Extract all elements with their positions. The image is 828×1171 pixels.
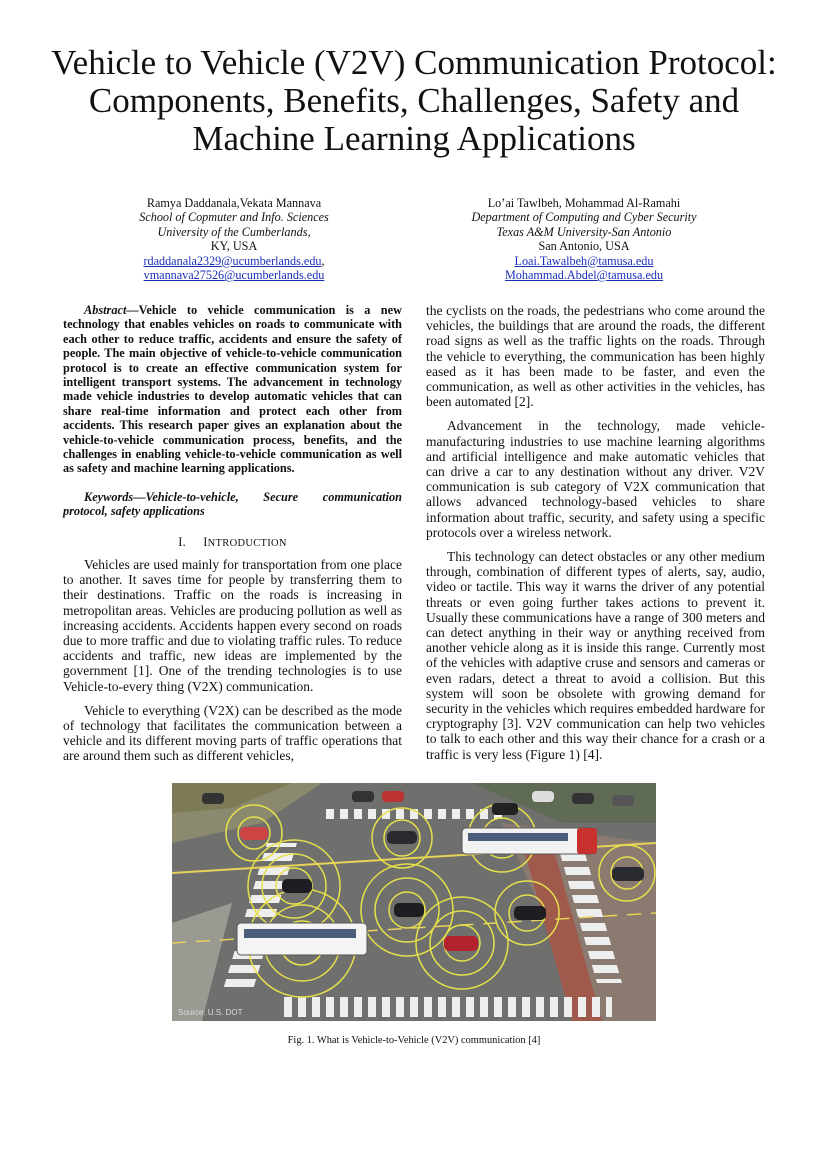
paper-title: Vehicle to Vehicle (V2V) Communication Protocol: Components, Benefits, Challenges, Safety and Machine Learning Applications <box>51 43 777 158</box>
figure-caption: Fig. 1. What is Vehicle-to-Vehicle (V2V) communication [4] <box>287 1035 541 1046</box>
section-title-initial: I <box>203 534 208 549</box>
author-organization: University of the Cumberlands, <box>157 224 311 239</box>
car-red <box>444 936 478 951</box>
section-title-rest: NTRODUCTION <box>207 537 287 549</box>
abstract-text: Vehicle to vehicle communication is a new technology that enables vehicles on roads to communicate with each other to reduce traffic, accidents and ensure the safety of people. The main objective of vehicle-to-vehicle communication protocol is to create an effective communication system for intelligent transport systems. The advancement in technology made vehicle industries to develop automatic vehicles that can share real-time information and protect each other from accidents. This research paper gives an explanation about the vehicle-to-vehicle communication process, benefits, and the challenges in enabling vehicle-to-vehicle communication as well as safety and machine learning applications. <box>63 303 402 476</box>
car <box>514 906 546 920</box>
author-email-line-1 <box>74 254 394 268</box>
car <box>387 831 417 844</box>
crosswalk-bottom <box>282 997 612 1017</box>
author-location: San Antonio, USA <box>538 239 630 254</box>
abstract <box>63 303 402 476</box>
author-names: Ramya Daddanala,Vekata Mannava <box>146 196 322 210</box>
author-names: Lo’ai Tawlbeh, Mohammad Al-Ramahi <box>487 196 681 210</box>
body-paragraph: Vehicles are used mainly for transportation from one place to another. It saves time for people by transferring them to their destinations. Traffic on the roads is increasing in metropolitan areas. Vehicles are producing pollution as well as increasing accidents. Accidents happen every second on roads due to more traffic and due to violating traffic rules. To reduce accidents and traffic, new ideas are implemented by the government [1]. One of the trending technologies is to use Vehicle-to-every thing (V2X) communication. <box>63 556 402 694</box>
author-email-link[interactable]: rdaddanala2329@ucumberlands.edu <box>143 253 322 268</box>
figure-v2v-intersection-photo <box>172 783 656 1021</box>
author-block-2 <box>424 196 744 282</box>
keywords-label: Keywords— <box>84 489 146 504</box>
body-paragraph: the cyclists on the roads, the pedestrians who come around the vehicles, the buildings that are around the roads, the different road signs as well as the traffic lights on the roads. Through the vehicle to everything, the communication has been highly eased as it has been made to be faster, and even the communication, as well as other activities in the vehicles, has been automated [2]. <box>426 303 765 410</box>
car <box>282 879 312 893</box>
section-number: I. <box>178 534 187 549</box>
abstract-label: Abstract— <box>84 303 139 317</box>
keywords <box>63 490 402 519</box>
car <box>492 803 518 815</box>
author-organization: Texas A&M University-San Antonio <box>496 224 672 239</box>
photo-source-credit: Source: U.S. DOT <box>178 1008 243 1017</box>
author-location: KY, USA <box>210 239 258 254</box>
body-paragraph: Vehicle to everything (V2X) can be described as the mode of technology that facilitates the communication between a vehicle and its different moving parts of traffic operations that are around them such as different vehicles, <box>63 702 402 764</box>
left-column <box>63 303 402 773</box>
author-email-link[interactable]: Mohammad.Abdel@tamusa.edu <box>504 268 664 283</box>
body-paragraph: This technology can detect obstacles or any other medium through, combination of different types of alerts, say, audio, video or tactile. This way it warns the driver of any potential threats or even going further takes actions to prevent it. Usually these communications have a range of 300 meters and can detect anything in their way or anything received from another vehicle along as it is inside this range. Currently most of the vehicles with adaptive cruse and sensors and cameras or even radars, detect a threat to avoid a collision. But this system will soon be obsolete with growing demand for security in the vehicles which requires embedded hardware for cryptography [3]. V2V communication can help two vehicles to talk to each other and this way their chance for a crash or a traffic is very less (Figure 1) [4]. <box>426 549 765 762</box>
keywords-text: Vehicle-to-vehicle, Secure communication protocol, safety applications <box>63 489 402 519</box>
author-department: Department of Computing and Cyber Security <box>471 210 697 225</box>
car <box>240 827 268 840</box>
intersection-illustration <box>172 783 656 1021</box>
white-bus <box>237 923 367 955</box>
author-department: School of Copmuter and Info. Sciences <box>139 210 329 225</box>
author-email-link[interactable]: vmannava27526@ucumberlands.edu <box>143 268 325 283</box>
car <box>612 867 644 881</box>
car <box>394 903 424 917</box>
section-heading <box>63 535 402 551</box>
author-email-link[interactable]: Loai.Tawalbeh@tamusa.edu <box>514 253 654 268</box>
body-paragraph: Advancement in the technology, made vehicle-manufacturing industries to use machine learning algorithms and artificial intelligence and make automatic vehicles that can drive a car to any destination without any driver. V2V communication is sub category of V2X communication that allows advanced technology-based vehicles to share information about traffic, security, and safety using a specific protocols over a wireless network. <box>426 418 765 540</box>
email-separator: , <box>321 253 325 268</box>
author-block-1 <box>74 196 394 282</box>
right-column <box>426 303 765 771</box>
